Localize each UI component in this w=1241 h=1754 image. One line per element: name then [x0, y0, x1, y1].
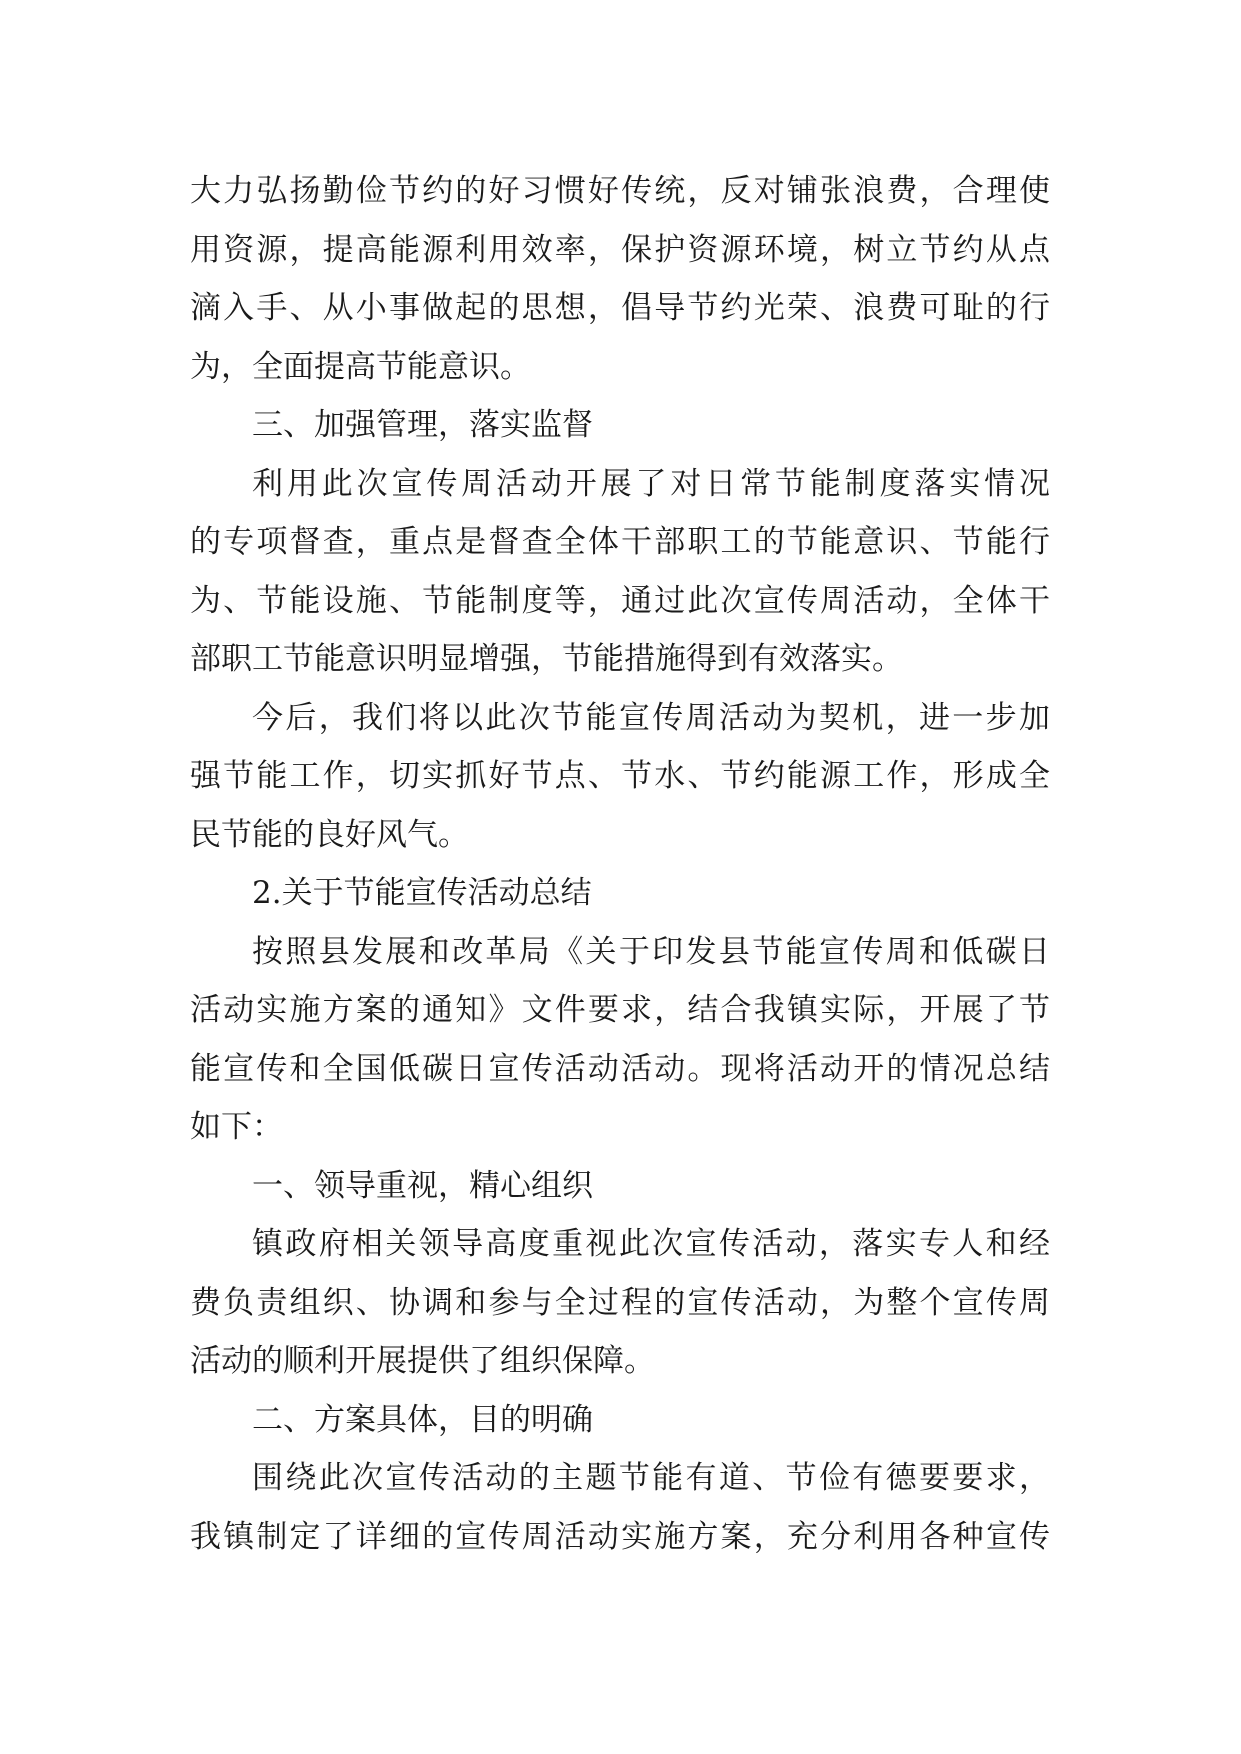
text-line: 为，全面提高节能意识。 — [190, 348, 531, 385]
section-heading: 三、加强管理，落实监督 — [252, 407, 593, 443]
text-line: 民节能的良好风气。 — [190, 816, 469, 853]
text-line: 大力弘扬勤俭节约的好习惯好传统，反对铺张浪费，合理使 — [190, 173, 1050, 209]
text-line: 镇政府相关领导高度重视此次宣传活动，落实专人和经 — [252, 1226, 1050, 1262]
article-title: 2.关于节能宣传活动总结 — [252, 875, 592, 911]
text-line: 今后，我们将以此次节能宣传周活动为契机，进一步加 — [252, 699, 1050, 736]
text-line: 强节能工作，切实抓好节点、节水、节约能源工作，形成全 — [190, 758, 1050, 794]
text-line: 利用此次宣传周活动开展了对日常节能制度落实情况 — [252, 465, 1050, 502]
text-line: 如下： — [190, 1109, 283, 1145]
text-line: 活动实施方案的通知》文件要求，结合我镇实际，开展了节 — [190, 992, 1050, 1028]
text-line: 活动的顺利开展提供了组织保障。 — [190, 1343, 655, 1379]
text-line: 部职工节能意识明显增强，节能措施得到有效落实。 — [190, 641, 903, 677]
text-line: 用资源，提高能源利用效率，保护资源环境，树立节约从点 — [190, 231, 1050, 268]
text-line: 按照县发展和改革局《关于印发县节能宣传周和低碳日 — [252, 933, 1050, 970]
text-line: 的专项督查，重点是督查全体干部职工的节能意识、节能行 — [190, 524, 1050, 560]
text-line: 为、节能设施、节能制度等，通过此次宣传周活动，全体干 — [190, 582, 1050, 619]
text-line: 围绕此次宣传活动的主题节能有道、节俭有德要要求， — [252, 1460, 1050, 1496]
document-body — [190, 162, 1050, 1566]
text-line: 我镇制定了详细的宣传周活动实施方案，充分利用各种宣传 — [190, 1518, 1050, 1555]
text-line: 能宣传和全国低碳日宣传活动活动。现将活动开的情况总结 — [190, 1050, 1050, 1087]
text-line: 费负责组织、协调和参与全过程的宣传活动，为整个宣传周 — [190, 1284, 1050, 1321]
text-line: 滴入手、从小事做起的思想，倡导节约光荣、浪费可耻的行 — [190, 290, 1050, 326]
section-heading: 一、领导重视，精心组织 — [252, 1167, 593, 1204]
section-heading: 二、方案具体，目的明确 — [252, 1401, 593, 1438]
